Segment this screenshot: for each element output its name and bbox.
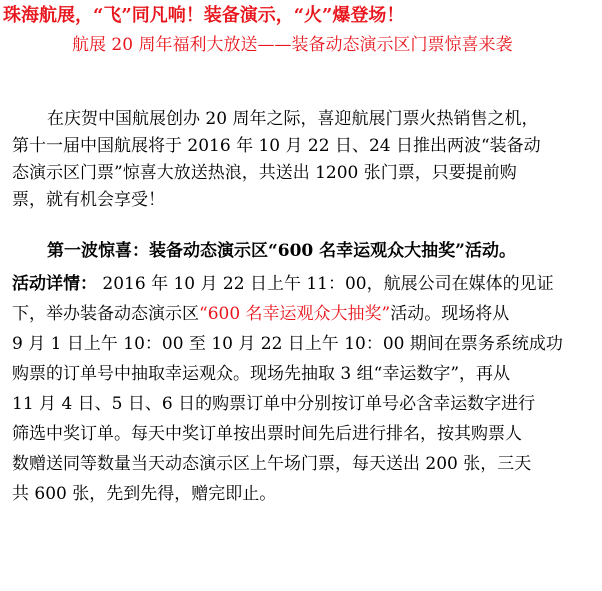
intro-line: 票，就有机会享受！ [12,190,165,210]
details-second-line [12,299,590,329]
intro-paragraph [12,106,590,214]
lottery-highlight: “600 名幸运观众大抽奖” [199,304,391,324]
page-subtitle: 航展 20 周年福利大放送——装备动态演示区门票惊喜来袭 [72,35,513,55]
details-line: 筛选中奖订单。每天中奖订单按出票时间先后进行排名，按其购票人 [12,424,522,444]
wave1-heading [12,238,590,265]
details-line-text: 2016 年 10 月 22 日上午 11：00，航展公司在媒体的见证 [97,274,554,294]
intro-line: 态演示区门票”惊喜大放送热浪，共送出 1200 张门票，只要提前购 [12,163,517,183]
wave1-heading-text: 第一波惊喜：装备动态演示区“600 名幸运观众大抽奖”活动。 [47,241,516,261]
details-line: 数赠送同等数量当天动态演示区上午场门票，每天送出 200 张，三天 [12,454,532,474]
details-line: 共 600 张，先到先得，赠完即止。 [12,484,277,504]
intro-line: 在庆贺中国航展创办 20 周年之际，喜迎航展门票火热销售之机， [47,109,539,129]
details-line: 11 月 4 日、5 日、6 日的购票订单中分别按订单号必含幸运数字进行 [12,394,536,414]
intro-line: 第十一届中国航展将于 2016 年 10 月 22 日、24 日推出两波“装备动 [12,136,541,156]
details-line-text: 活动。现场将从 [390,304,510,324]
details-paragraph [12,269,590,509]
details-line: 购票的订单号中抽取幸运观众。现场先抽取 3 组“幸运数字”，再从 [12,364,511,384]
details-first-line [12,269,590,299]
page-title: 珠海航展，“飞”同凡响！装备演示，“火”爆登场！ [3,5,405,26]
details-line-text: 下，举办装备动态演示区 [12,304,199,324]
details-line: 9 月 1 日上午 10：00 至 10 月 22 日上午 10：00 期间在票务系统成功 [12,334,563,354]
details-label: 活动详情： [12,274,97,294]
